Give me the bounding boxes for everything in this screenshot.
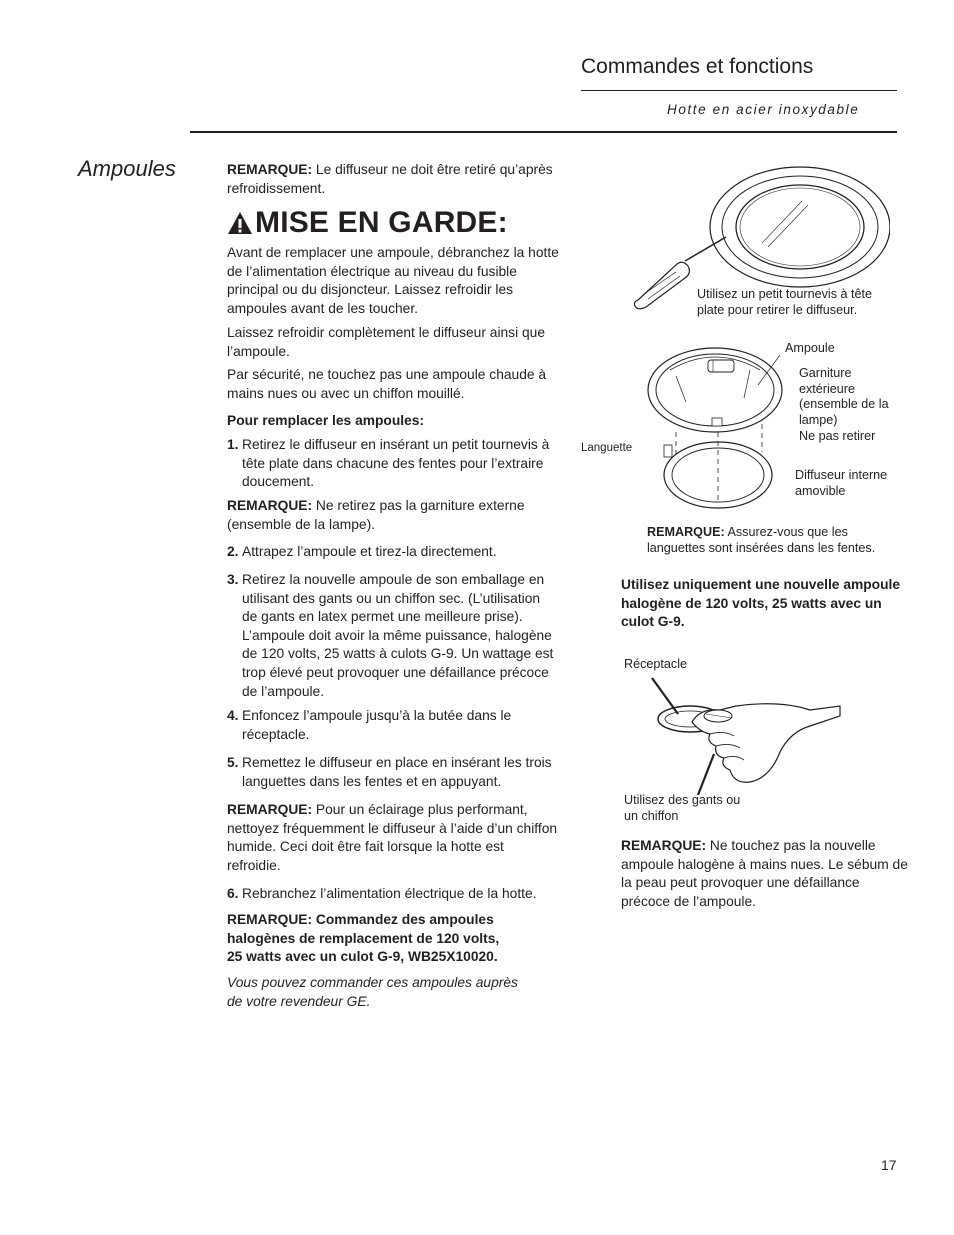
page-header-title: Commandes et fonctions [581, 55, 814, 78]
order-italic-note: Vous pouvez commander ces ampoules auprès de votre revendeur GE. [227, 975, 518, 1009]
step-number: 6. [227, 886, 239, 901]
step-number: 1. [227, 437, 239, 452]
figure-caption: Utilisez un petit tournevis à tête plate pour retirer le diffuseur. [697, 287, 873, 317]
step-number: 2. [227, 544, 239, 559]
note-label: REMARQUE: [227, 162, 313, 177]
note-label: REMARQUE: [621, 838, 707, 853]
order-note: REMARQUE: Commandez des ampoules halogènes de remplacement de 120 volts, 25 watts avec un culot G-9, WB25X10020. [227, 912, 500, 965]
intro-note [227, 161, 559, 198]
diffuseur-label: Diffuseur interne amovible [795, 468, 888, 498]
step-text: Rebranchez l’alimentation électrique de la hotte. [242, 886, 537, 901]
header-divider [581, 90, 897, 91]
step-text: Remettez le diffuseur en place en insérant les trois languettes dans les fentes et en appuyant. [242, 755, 552, 789]
gloved-hand-figure [640, 670, 880, 800]
receptacle-label: Réceptacle [624, 657, 688, 671]
step1-note [227, 497, 559, 534]
step-item [227, 436, 559, 492]
step5-note [227, 801, 559, 875]
note-label: REMARQUE: [227, 802, 313, 817]
step-number: 3. [227, 572, 239, 587]
step-item [227, 571, 559, 701]
page-number: 17 [881, 1157, 897, 1173]
note-text: Pour un éclairage plus performant, nettoyez fréquemment le diffuseur à l’aide d’un chiffon humide. Ceci doit être fait lorsque la hotte est refroidie. [227, 802, 558, 873]
ne-pas-retirer-label: Ne pas retirer [799, 429, 876, 443]
warning-paragraph: Laissez refroidir complètement le diffuseur ainsi que l’ampoule. [227, 325, 546, 359]
gloves-label: Utilisez des gants ou un chiffon [624, 793, 741, 823]
step-text: Enfoncez l’ampoule jusqu’à la butée dans le réceptacle. [242, 708, 512, 742]
garniture-label: Garniture extérieure (ensemble de la lampe) [799, 366, 889, 427]
step-item [227, 707, 559, 744]
procedure-heading: Pour remplacer les ampoules: [227, 413, 425, 428]
page-header-subtitle: Hotte en acier inoxydable [667, 102, 860, 117]
note-label: REMARQUE: [227, 498, 313, 513]
bulb-requirement-note: Utilisez uniquement une nouvelle ampoule halogène de 120 volts, 25 watts avec un culot G-9. [621, 577, 901, 630]
warning-paragraph: Avant de remplacer une ampoule, débranchez la hotte de l’alimentation électrique au niveau du fusible principal ou du disjoncteur. Laissez refroidir les ampoules avant de les toucher. [227, 245, 559, 316]
right-note [621, 837, 911, 911]
step-item [227, 754, 559, 791]
step-item [227, 543, 559, 562]
step-text: Attrapez l’ampoule et tirez-la directement. [242, 544, 497, 559]
warning-paragraph: Par sécurité, ne touchez pas une ampoule chaude à mains nues ou avec un chiffon mouillé. [227, 367, 547, 401]
warning-triangle-icon [227, 211, 253, 235]
note-text: Ne touchez pas la nouvelle ampoule halogène à mains nues. Le sébum de la peau peut provoquer une défaillance précoce de l’ampoule. [621, 838, 908, 909]
note-text: Ne retirez pas la garniture externe (ensemble de la lampe). [227, 498, 525, 532]
note-text: Le diffuseur ne doit être retiré qu’après refroidissement. [227, 162, 553, 196]
note-label: REMARQUE: [647, 525, 725, 539]
ampoule-label: Ampoule [785, 341, 835, 355]
step-number: 5. [227, 755, 239, 770]
section-title: Ampoules [78, 156, 176, 181]
note-text: Assurez-vous que les languettes sont insérées dans les fentes. [647, 525, 876, 555]
warning-title-text: MISE EN GARDE: [255, 206, 508, 239]
lamp-assembly-figure [640, 340, 800, 520]
step-text: Retirez le diffuseur en insérant un petit tournevis à tête plate dans chacune des fentes pour l’extraire doucement. [242, 437, 550, 490]
languette-label: Languette [581, 442, 633, 454]
step-number: 4. [227, 708, 239, 723]
figure-note [647, 525, 902, 556]
warning-title [227, 204, 508, 242]
step-item [227, 885, 559, 904]
step-text: Retirez la nouvelle ampoule de son emballage en utilisant des gants ou un chiffon sec. (L’utilisation de gants en latex permet une meilleure prise). L’ampoule doit avoir la même puissance, halogène de 120 volts, 25 watts à culots G-9. Un wattage est trop élevé peut provoquer une défaillance précoce de l’ampoule. [242, 572, 554, 699]
section-divider [190, 131, 897, 133]
